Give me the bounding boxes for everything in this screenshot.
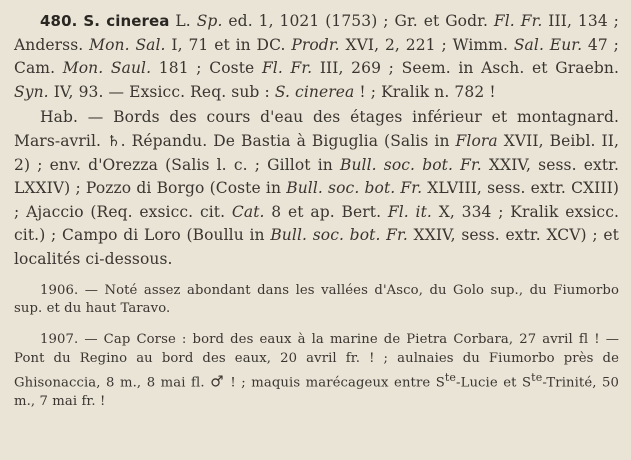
citation-italic: Fl. Fr. (493, 12, 543, 30)
species-entry (14, 10, 619, 104)
superscript: te (444, 370, 457, 384)
citation-text: XVI, 2, 221 ; Wimm. (339, 35, 514, 54)
habitat-paragraph (14, 106, 619, 271)
habitat-text: XXIV, sess. extr. XCV) ; et localités ci-dessous. (14, 226, 619, 268)
note-text: ! ; maquis marécageux entre S (224, 375, 445, 391)
habitat-italic: Cat. (231, 202, 265, 221)
note-text: -Trinité, 50 m., 7 mai fr. ! (14, 375, 619, 409)
entry-number: 480. (40, 12, 78, 30)
habitat-text: 8 et ap. Bert. (264, 202, 388, 221)
citation-text: IV, 93. — Exsicc. Req. sub : (48, 82, 275, 101)
habitat-italic: Flora (455, 131, 498, 150)
habitat-text: XLVIII, sess. extr. CXIII) ; Ajaccio (Req. exsicc. cit. (14, 179, 619, 221)
citation-text: I, 71 et in DC. (165, 35, 292, 54)
citation-italic: Sp. (196, 12, 223, 30)
note-text: -Lucie et S (456, 375, 532, 391)
habitat-italic: Fl. it. (387, 202, 432, 221)
habitat-italic: Bull. soc. bot. Fr. (339, 155, 482, 174)
citation-text: 47 ; Cam. (14, 35, 619, 78)
citation-text: 181 ; Coste (151, 59, 262, 78)
note-1907 (14, 331, 619, 412)
citation-italic: Mon. Saul. (62, 59, 152, 78)
superscript: te (531, 370, 543, 384)
citation-italic: Sal. Eur. (513, 35, 583, 54)
citation-text: ! ; Kralik n. 782 ! (354, 82, 496, 101)
species-name: S. cinerea (83, 12, 170, 30)
habitat-text: XVII, Beibl. II, 2) ; env. d'Orezza (Salis l. c. ; Gillot in (14, 131, 619, 174)
habitat-text: . Répandu. De Bastia à Biguglia (Salis in (120, 131, 456, 150)
perennial-symbol-icon: ♄ (107, 131, 121, 150)
citation-italic: Prodr. (291, 35, 340, 54)
habitat-text: X, 334 ; Kralik exsicc. cit.) ; Campo di Loro (Boullu in (14, 202, 620, 245)
note-text: 1907. — Cap Corse : bord des eaux à la marine de Pietra Corbara, 27 avril fl ! — Pont du Regino au bord des eaux, 20 avril fr. ! ; aulnaies du Fiumorbo près de Ghisonaccia, 8 m., 8 mai fl. (14, 332, 619, 391)
habitat-text: Hab. — Bords des cours d'eau des étages inférieur et montagnard. Mars-avril. (14, 108, 619, 150)
habitat-italic: Bull. soc. bot. Fr. (270, 226, 408, 245)
citation-text: L. (169, 12, 197, 30)
citation-text: III, 269 ; Seem. in Asch. et Graebn. (312, 59, 619, 78)
habitat-italic: Bull. soc. bot. Fr. (286, 179, 423, 198)
note-1906: 1906. — Noté assez abondant dans les vallées d'Asco, du Golo sup., du Fiumorbo sup. et du haut Taravo. (14, 282, 619, 317)
citation-italic: Fl. Fr. (261, 59, 313, 78)
habitat-text: XXIV, sess. extr. LXXIV) ; Pozzo di Borgo (Coste in (14, 155, 619, 198)
citation-text: III, 134 ; Anderss. (14, 12, 619, 54)
citation-text: ed. 1, 1021 (1753) ; Gr. et Godr. (222, 12, 494, 30)
citation-italic: Syn. (14, 82, 49, 101)
citation-italic: Mon. Sal. (89, 35, 166, 54)
citation-italic: S. cinerea (274, 82, 355, 101)
male-symbol-icon: ♂ (210, 372, 225, 391)
